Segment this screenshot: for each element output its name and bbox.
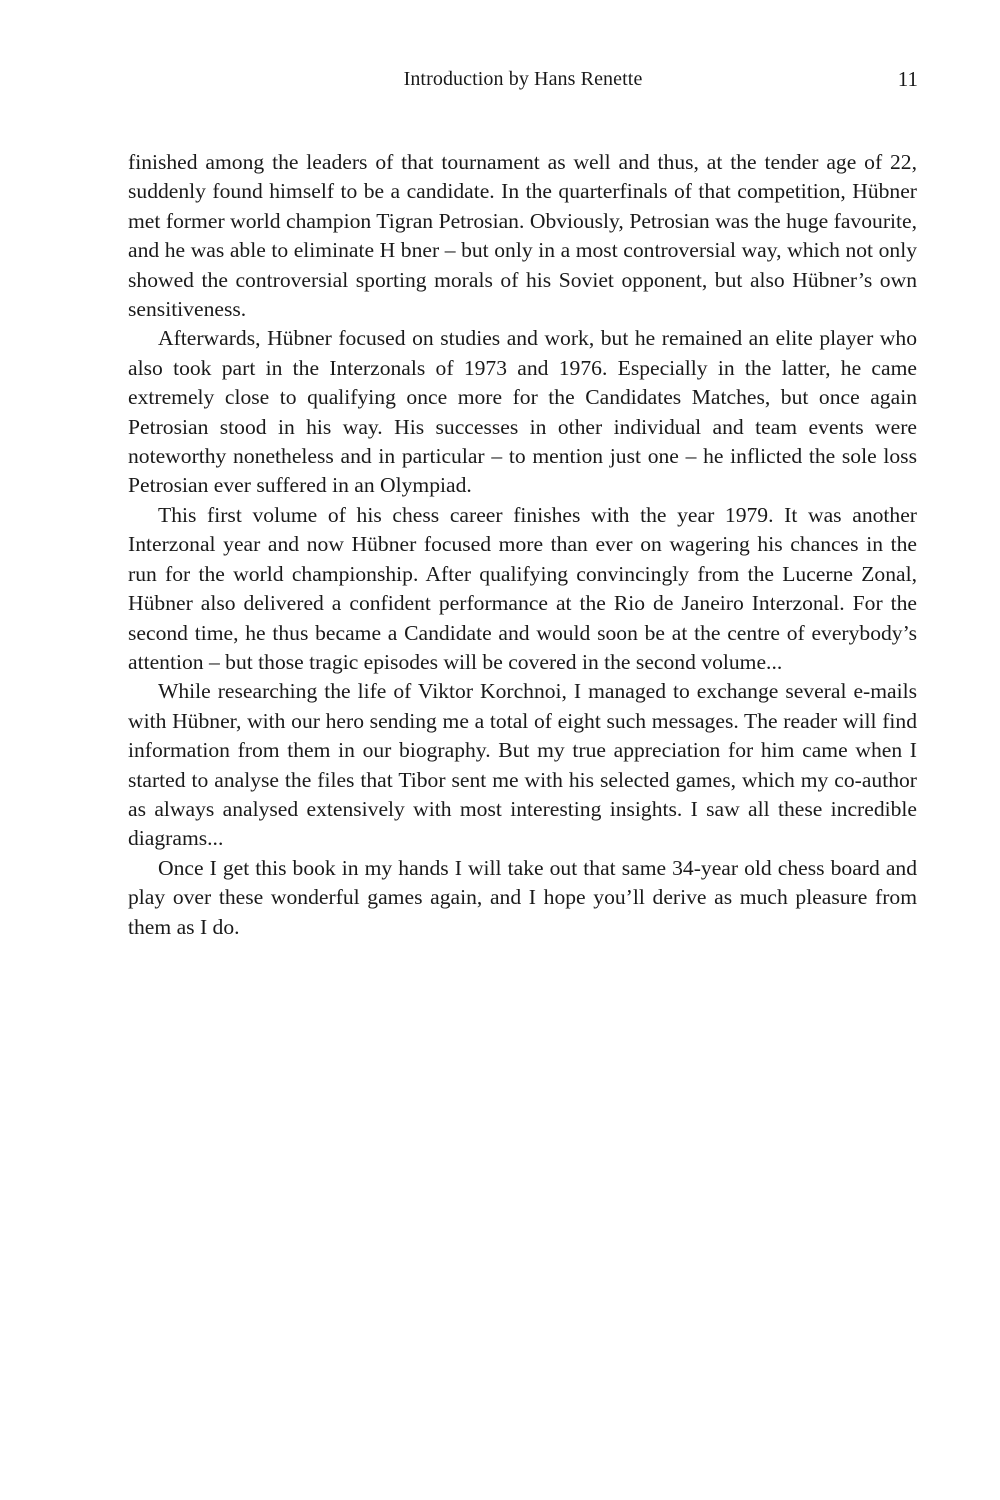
paragraph: Afterwards, Hübner focused on studies and work, but he remained an elite player who also took part in the Interzonals of 1973 and 1976. Especially in the latter, he came extremely close to qualifying once more for the Candidates Matches, but once again Petrosian stood in his way. His successes in other individual and team events were noteworthy nonetheless and in particular – to mention just one – he inflicted the sole loss Petrosian ever suffered in an Olympiad. (128, 326, 917, 498)
running-header (128, 64, 918, 94)
paragraph: While researching the life of Viktor Korchnoi, I managed to exchange several e-mails with Hübner, with our hero sending me a total of eight such messages. The reader will find information from them in our biography. But my true appreciation for him came when I started to analyse the files that Tibor sent me with his selected games, which my co-author as always analysed extensively with most interesting insights. I saw all these incredible diagrams... (128, 679, 917, 851)
running-title: Introduction by Hans Renette (403, 68, 643, 90)
paragraph: This first volume of his chess career finishes with the year 1979. It was another Interzonal year and now Hübner focused more than ever on wagering his chances in the run for the world championship. After qualifying convincingly from the Lucerne Zonal, Hübner also delivered a confident performance at the Rio de Janeiro Interzonal. For the second time, he thus became a Candidate and would soon be at the centre of everybody’s attention – but those tragic episodes will be covered in the second volume... (128, 502, 917, 674)
body-text (128, 148, 917, 942)
paragraph: Once I get this book in my hands I will take out that same 34-year old chess board and play over these wonderful games again, and I hope you’ll derive as much pleasure from them as I do. (128, 855, 917, 939)
paragraph: finished among the leaders of that tournament as well and thus, at the tender age of 22, suddenly found himself to be a candidate. In the quarterfinals of that competition, Hübner met former world champion Tigran Petrosian. Obviously, Petrosian was the huge favourite, and he was able to eliminate H bner – but only in a most controversial way, which not only showed the controversial sporting morals of his Soviet opponent, but also Hübner’s own sensitiveness. (128, 150, 917, 322)
page-number: 11 (897, 67, 918, 91)
